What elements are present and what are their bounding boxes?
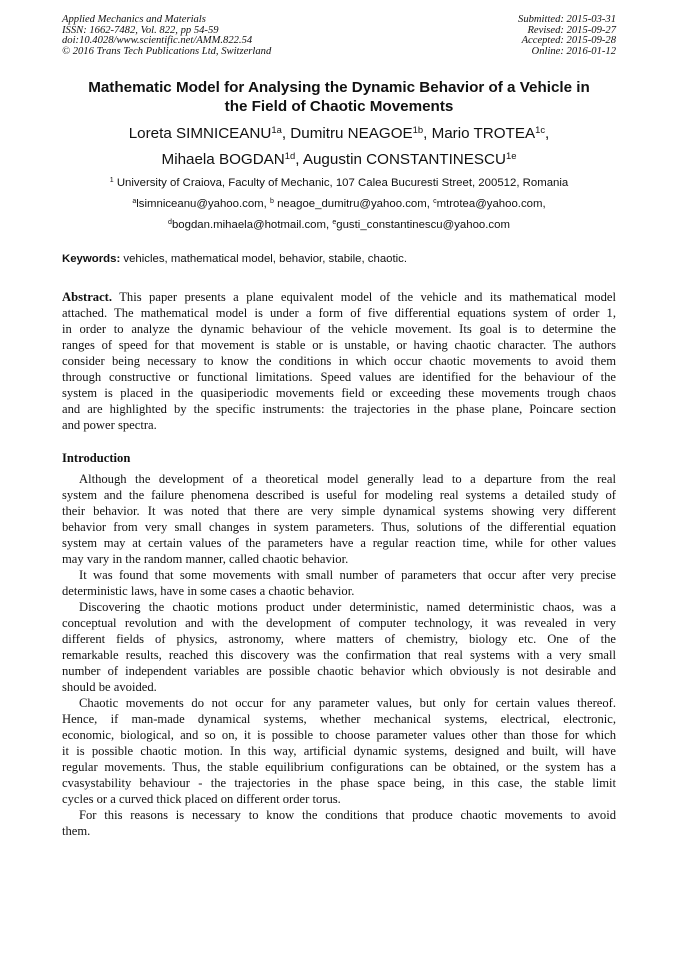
journal-doi: doi:10.4028/www.scientific.net/AMM.822.54 — [62, 35, 253, 47]
abstract-text: This paper presents a plane equivalent model of the vehicle and its mathematical model — [112, 290, 616, 304]
abstract-line: ranges of speed for that movement is stable or is unstable, or having chaotic character. The authors — [62, 338, 616, 352]
journal-copyright: © 2016 Trans Tech Publications Ltd, Switzerland — [62, 46, 272, 58]
separator: , — [281, 125, 291, 142]
affiliation-text: University of Craiova, Faculty of Mechanic, 107 Calea Bucuresti Street, 200512, Romania — [113, 177, 569, 189]
author-sup: 1d — [284, 149, 296, 161]
introduction-line: For this reasons is necessary to know the conditions that produce chaotic movements to avoid — [79, 808, 616, 822]
author-name: Augustin CONSTANTINESCU — [302, 151, 506, 168]
email-link[interactable]: mtrotea@yahoo.com — [436, 198, 543, 210]
abstract-label: Abstract. — [62, 290, 113, 304]
abstract-line — [62, 289, 616, 305]
introduction-line: their behavior. It was noted that there are very simple dynamical systems showing very different — [62, 504, 616, 518]
separator: , — [295, 151, 303, 168]
email-sup: c — [433, 198, 437, 206]
section-heading-introduction: Introduction — [62, 451, 131, 465]
introduction-line: system may at certain values of the parameters have a regular reaction time, while for other values — [62, 536, 616, 550]
separator: , — [423, 125, 432, 142]
journal-info — [62, 15, 271, 58]
affiliation — [30, 173, 648, 193]
authors-line-2 — [30, 147, 648, 173]
author-name: Mario TROTEA — [431, 125, 536, 142]
introduction-line: it is possible chaotic motion. In this way, artificial dynamic systems, designed and built, will have — [62, 744, 616, 758]
email-sup: e — [332, 219, 337, 227]
email-sup: d — [168, 219, 172, 227]
introduction-line: remarkable results, reached this discovery was the confirmation that real systems with a very small — [62, 648, 616, 662]
email-link[interactable]: lsimniceanu@yahoo.com — [136, 198, 264, 210]
author-sup: 1a — [271, 123, 282, 135]
email-link[interactable]: gusti_constantinescu@yahoo.com — [336, 219, 510, 231]
paper-title — [40, 79, 638, 116]
author-name: Loreta SIMNICEANU — [128, 125, 272, 142]
author-sup: 1b — [412, 123, 424, 135]
separator: , — [545, 125, 550, 142]
author-name: Dumitru NEAGOE — [290, 125, 413, 142]
journal-name: Applied Mechanics and Materials — [62, 14, 206, 25]
emails-line-1 — [30, 194, 648, 215]
introduction-line: cvasystability behaviour - the trajectories in the phase space being, in this case, the stable limit — [62, 776, 616, 790]
introduction-line: cycles or a curved thick placed on different order torus. — [62, 792, 341, 806]
author-list — [30, 121, 648, 173]
abstract-line: through constructive or functional limitations. Speed values are identified for the behaviour of the — [62, 370, 616, 384]
introduction-line: different fields of physics, astronomy, where matters of chemistry, biology etc. One of the — [62, 632, 616, 646]
abstract-line: system is placed in the quasiperiodic movements field or exceeding these movements trough chaos — [62, 386, 616, 400]
introduction-line: economic, biological, and so on, it is possible to choose parameter values other than those for which — [62, 728, 616, 742]
introduction-line: behavior from very small changes in system parameters. Thus, solutions of the differential equation — [62, 520, 616, 534]
introduction-line: may vary in the random manner, called chaotic behavior. — [62, 552, 349, 566]
authors-line-1 — [30, 121, 648, 147]
email-sup: b — [270, 198, 274, 206]
author-name: Mihaela BOGDAN — [161, 151, 285, 168]
date-revised: Revised: 2015-09-27 — [527, 24, 616, 36]
title-line-2: the Field of Chaotic Movements — [224, 97, 454, 115]
introduction-line: number of independent variables are possible chaotic behavior which obviously is not desirable and — [62, 664, 616, 678]
introduction-line: Although the development of a theoretical model generally lead to a departure from the real — [79, 472, 616, 486]
affiliation-sup: 1 — [109, 177, 114, 185]
separator: , — [326, 219, 333, 231]
publication-dates — [518, 15, 616, 58]
date-online: Online: 2016-01-12 — [531, 46, 616, 58]
introduction-line: regular movements. Thus, the stable equilibrium configurations can be obtained, or the system has a — [62, 760, 616, 774]
abstract-line: and are highlighted by the specific instruments: the trajectories in the phase plane, Poincare section — [62, 402, 616, 416]
introduction-body — [62, 471, 616, 839]
introduction-line: Discovering the chaotic motions product under deterministic, named deterministic chaos, was a — [79, 600, 616, 614]
author-sup: 1e — [505, 149, 517, 161]
email-sup: a — [132, 198, 137, 206]
journal-issn: ISSN: 1662-7482, Vol. 822, pp 54-59 — [62, 24, 219, 36]
author-emails — [30, 194, 648, 236]
abstract-line: consider being necessary to know the conditions in which occur chaotic movements to avoid them — [62, 354, 616, 368]
email-link[interactable]: neagoe_dumitru@yahoo.com — [273, 198, 427, 210]
introduction-line: them. — [62, 824, 91, 838]
introduction-line: Hence, if man-made dynamical systems, whether mechanical systems, electrical, electronic, — [62, 712, 616, 726]
separator: , — [263, 198, 271, 210]
abstract-line: attached. The mathematical model is under a form of five differential equations system of order 1, — [62, 306, 616, 320]
introduction-line: system and the failure phenomena described is useful for modeling real systems a detailed study of — [62, 488, 616, 502]
author-sup: 1c — [535, 123, 546, 135]
introduction-line: Chaotic movements do not occur for any parameter values, but only for certain values thereof. — [79, 696, 616, 710]
abstract-line: in order to analyze the dynamic behaviour of the vehicle movement. Its goal is to determine the — [62, 322, 616, 336]
abstract — [62, 289, 616, 433]
introduction-line: conceptual revolution and with the development of computer technology, it was revealed in very — [62, 616, 616, 630]
introduction-line: It was found that some movements with small number of parameters that occur after very precise — [79, 568, 616, 582]
keywords-text: vehicles, mathematical model, behavior, stabile, chaotic. — [120, 253, 408, 265]
date-accepted: Accepted: 2015-09-28 — [521, 35, 616, 47]
emails-line-2 — [30, 215, 648, 236]
email-link[interactable]: bogdan.mihaela@hotmail.com — [171, 219, 326, 231]
separator: , — [542, 198, 546, 210]
introduction-line: should be avoided. — [62, 680, 157, 694]
date-submitted: Submitted: 2015-03-31 — [518, 14, 616, 25]
abstract-line: and power spectra. — [62, 418, 157, 432]
title-line-1: Mathematic Model for Analysing the Dynamic Behavior of a Vehicle in — [88, 79, 590, 96]
introduction-line: deterministic laws, have in some cases a chaotic behavior. — [62, 584, 355, 598]
keywords-label: Keywords: — [62, 253, 121, 265]
keywords — [62, 252, 616, 266]
separator: , — [426, 198, 434, 210]
